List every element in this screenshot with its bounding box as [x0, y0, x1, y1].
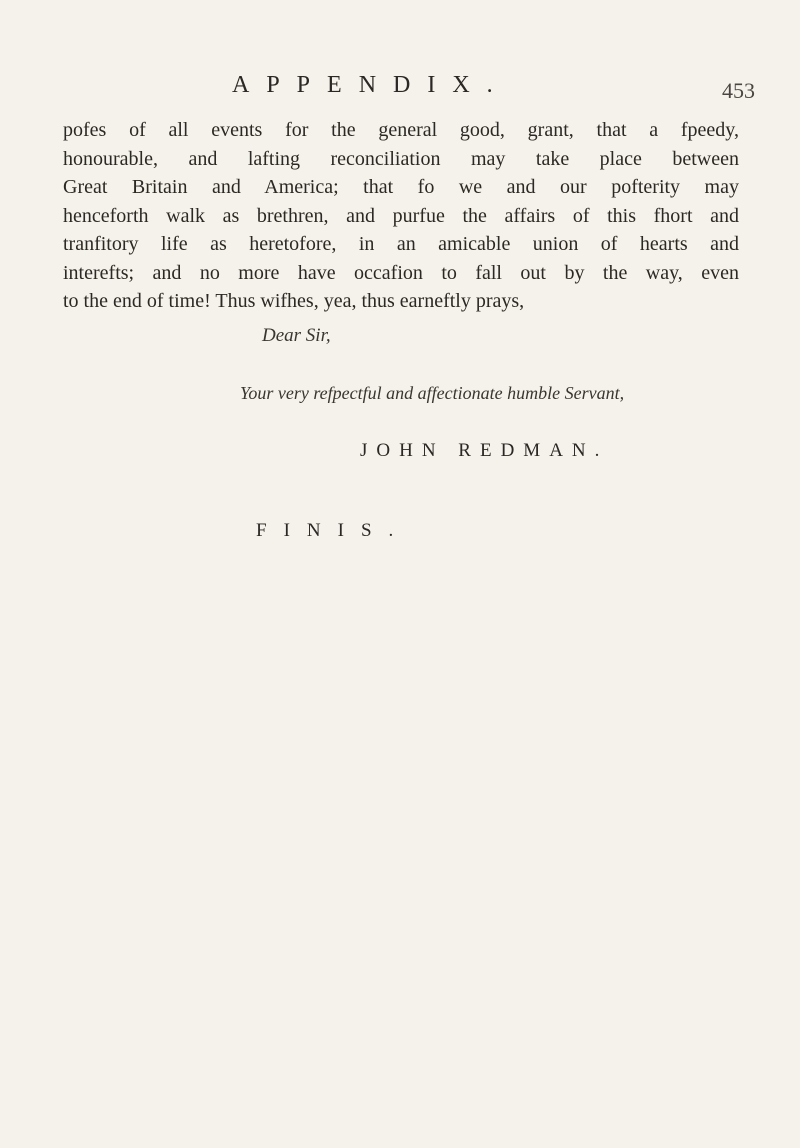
page-number: 453 [722, 78, 755, 103]
body-line: interefts; and no more have occafion to fall out by the way, even [63, 261, 739, 284]
running-title: APPENDIX. [232, 72, 510, 98]
letter-signature: JOHN REDMAN. [360, 440, 609, 461]
body-line: honourable, and lafting reconciliation may take place between [63, 147, 739, 170]
body-line: Great Britain and America; that fo we and our pofterity may [63, 176, 739, 198]
body-line: pofes of all events for the general good, grant, that a fpeedy, [63, 119, 739, 141]
body-line: to the end of time! Thus wifhes, yea, thus earneftly prays, [63, 290, 525, 312]
body-line: tranfitory life as heretofore, in an amicable union of hearts and [63, 233, 739, 255]
body-paragraph [63, 116, 739, 316]
letter-closing: Your very refpectful and affectionate humble Servant, [240, 383, 625, 403]
running-head [0, 72, 800, 112]
letter-salutation: Dear Sir, [262, 325, 331, 346]
finis-mark: FINIS. [256, 520, 411, 541]
body-line: henceforth walk as brethren, and purfue the affairs of this fhort and [63, 204, 739, 227]
